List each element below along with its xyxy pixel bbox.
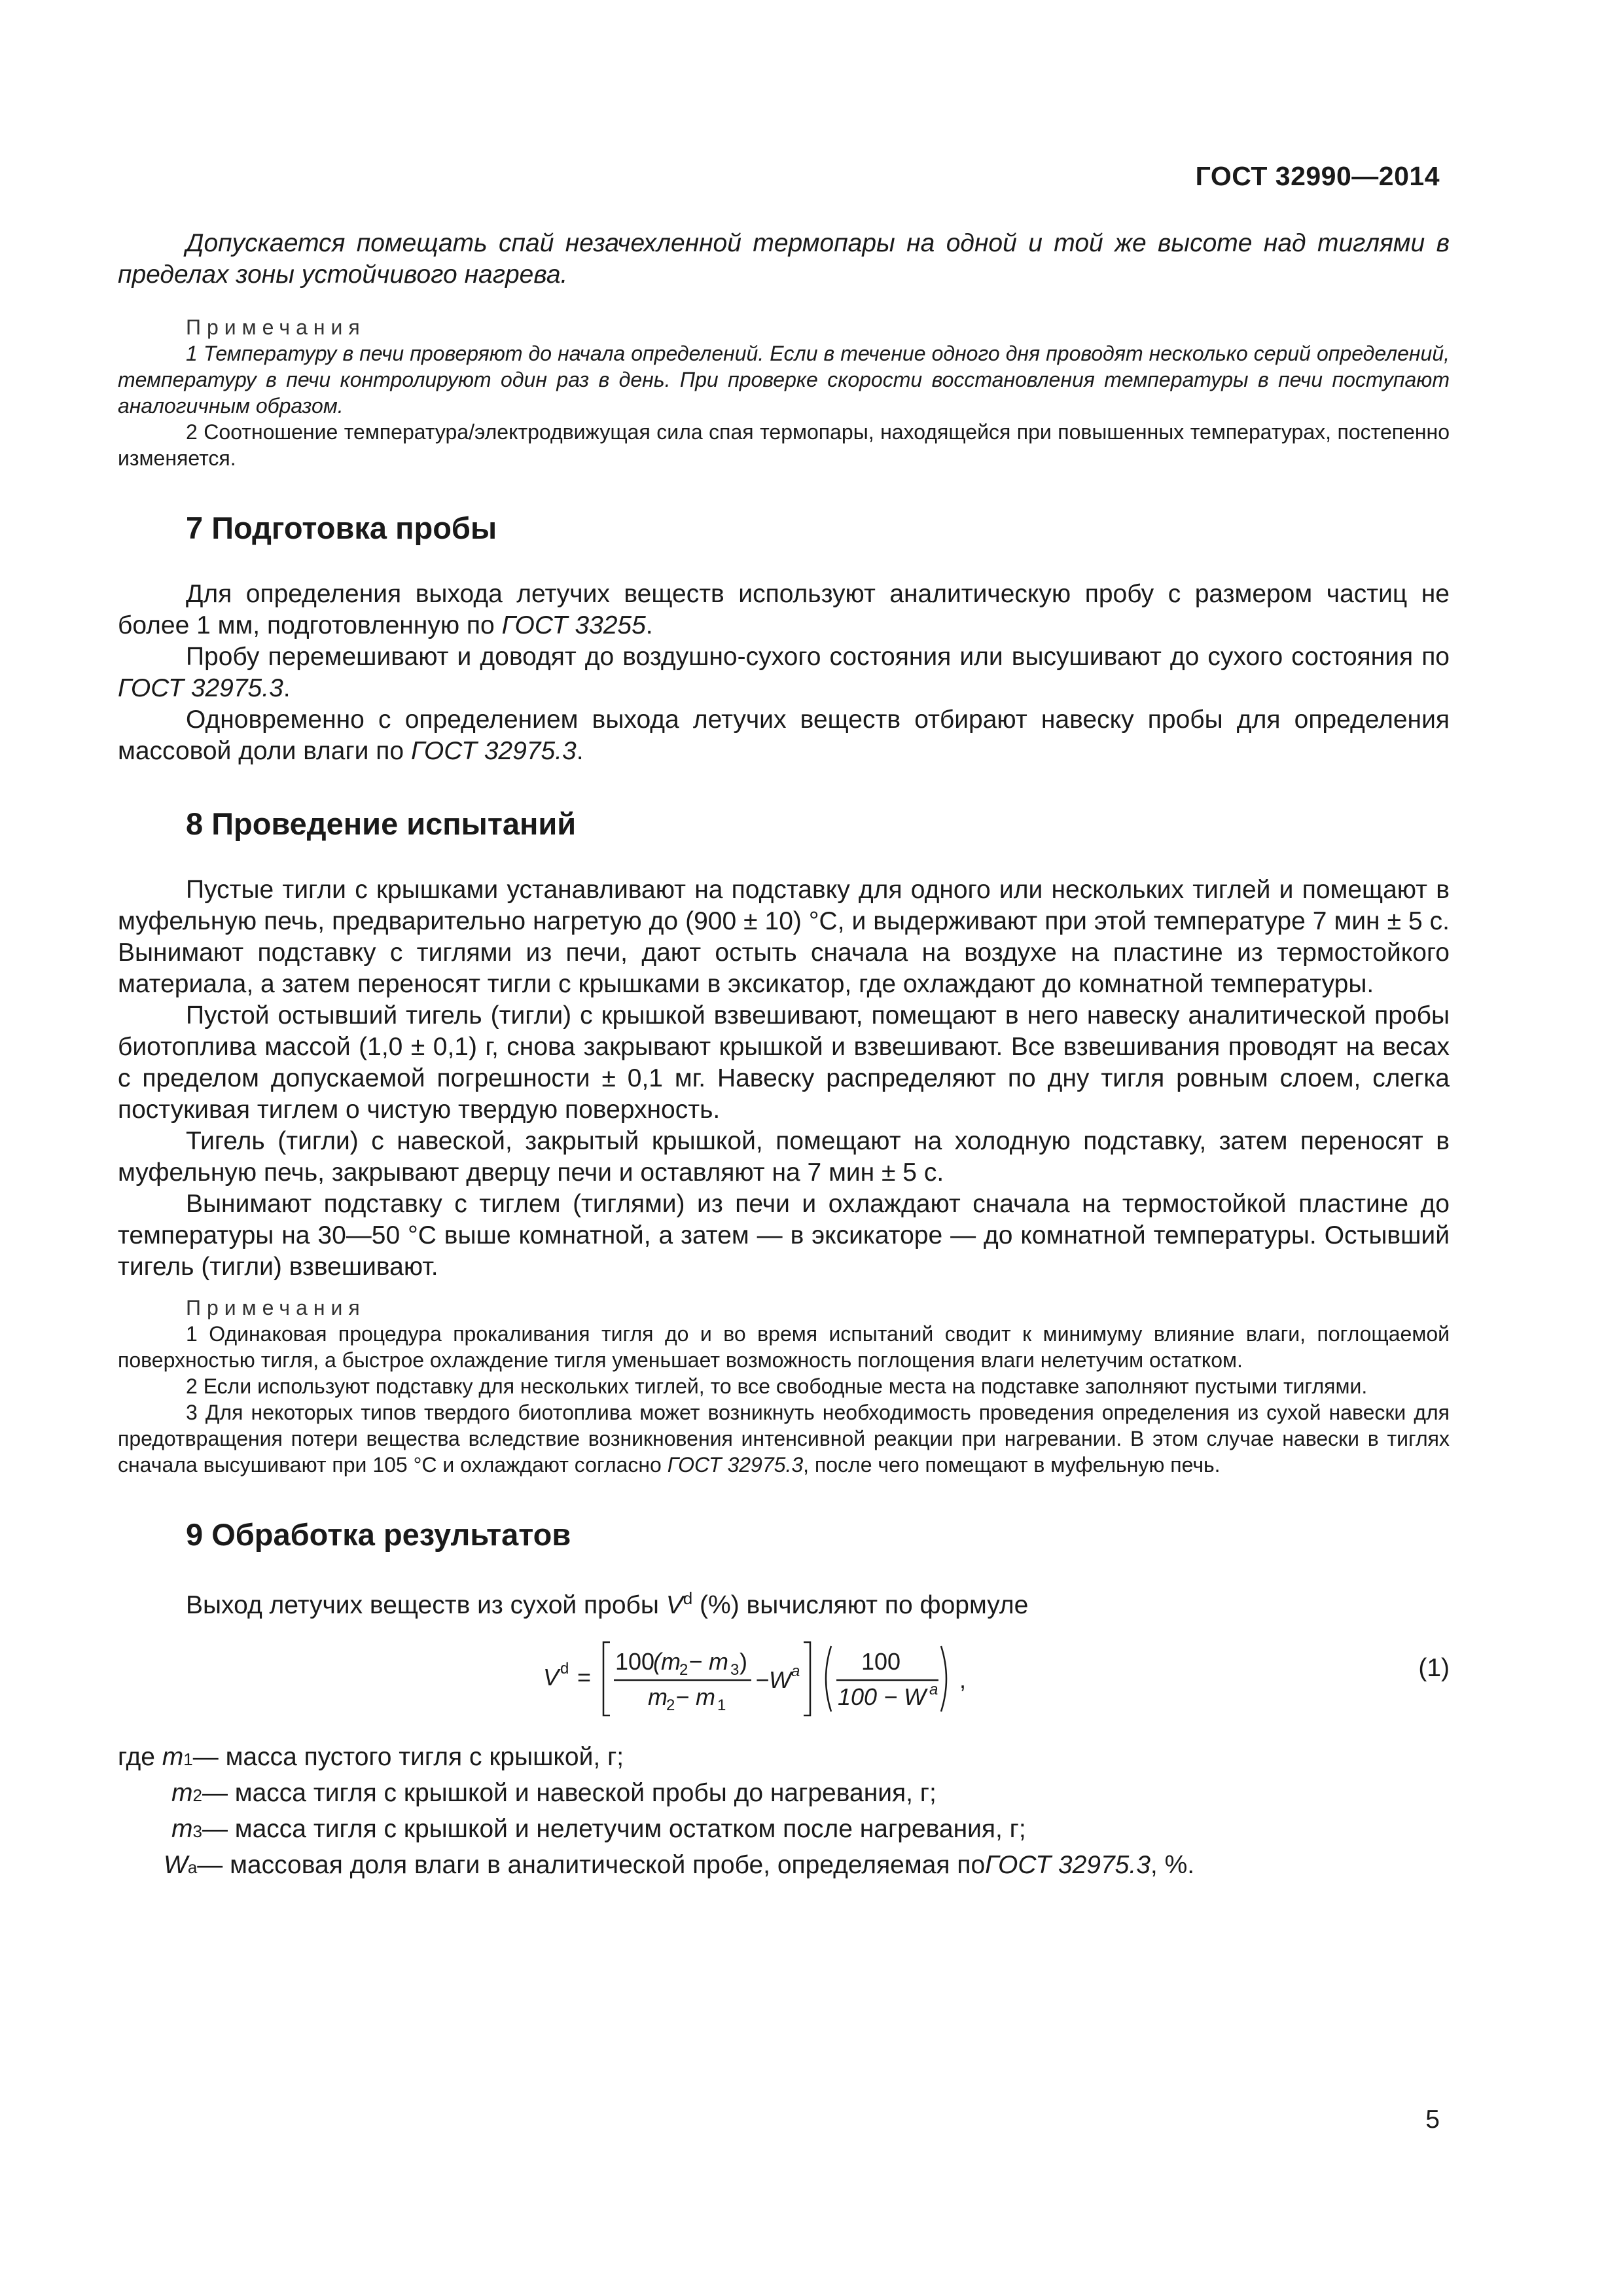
left-bracket [603,1642,610,1715]
section-8-title: 8 Проведение испытаний [186,806,577,841]
section-8-paragraph-3: Тигель (тигли) с навеской, закрытый крышкой, помещают на холодную подставку, затем переносят в муфельную печь, закрывают дверцу печи и оставляют на 7 мин ± 5 с. [118,1127,1450,1187]
formula-frac2-num: 100 [861,1648,901,1675]
formula-frac1-num-a: (m [653,1648,681,1675]
section-9-intro: Выход летучих веществ из сухой пробы $V^d$ (%) вычисляют по формуле [186,1588,1029,1619]
formula-block [118,1630,1450,1729]
definition-m3: m 3 — масса тигля с крышкой и нелетучим остатком после нагревания, г; [171,1815,1026,1843]
document-id-header: ГОСТ 32990—2014 [1195,161,1440,191]
right-paren [941,1646,946,1712]
page-content [118,228,1450,1884]
formula-number: (1) [1418,1654,1450,1682]
section-7-title: 7 Подготовка пробы [186,511,497,545]
definition-m2: m 2 — масса тигля с крышкой и навеской пробы до нагревания, г; [171,1779,936,1807]
standard-reference: ГОСТ 32975.3 [985,1851,1150,1879]
formula-frac1-num-c: ) [740,1648,747,1675]
formula-lhs-sup: d [560,1660,569,1677]
section-8-paragraph-1: Пустые тигли с крышками устанавливают на подставку для одного или нескольких тиглей и помещают в муфельную печь, предварительно нагретую до (900 ± 10) °С, и выдерживают при этой температуре 7 мин ± 5 с. Вынимают подставку с тиглями из печи, дают остыть сначала на воздухе на пластине из термостойкого материала, а затем переносят тигли с крышками в эксикатор, где охлаждают до комнатной температуры. [118,876,1450,998]
volatile-yield-symbol: V [666,1591,683,1619]
page-number: 5 [1425,2106,1440,2134]
formula-frac1-den-sub2: 2 [666,1696,675,1714]
formula-1 [543,1630,1132,1729]
formula-frac2-den: 100 − W [838,1683,927,1710]
formula-lhs: V [543,1664,560,1691]
standard-reference: ГОСТ 33255 [501,611,646,639]
section-8-note-3: 3 Для некоторых типов твердого биотоплива может возникнуть необходимость проведения определения из сухой навески для предотвращения потери вещества вследствие возникновения интенсивной реакции при нагревании. В этом случае навески в тиглях сначала высушивают при 105 °С и охлаждают согласно ГОСТ 32975.3, после чего помещают в муфельную печь. [118,1401,1450,1477]
formula-frac1-den-sub1: 1 [717,1696,726,1714]
definition-wa: W a — массовая доля влаги в аналитической пробе, определяемая по ГОСТ 32975.3 , %. [118,1848,1450,1884]
variable-definitions [118,1740,1450,1884]
intro-note-2: 2 Соотношение температура/электродвижущая сила спая термопары, находящейся при повышенных температурах, постепенно изменяется. [118,420,1450,470]
right-bracket [804,1642,810,1715]
section-8-note-1: 1 Одинаковая процедура прокаливания тигля до и во время испытаний сводит к минимуму влияние влаги, поглощаемой поверхностью тигля, а быстрое охлаждение тигля уменьшает возможность поглощения влаги нелетучим остатком. [118,1322,1450,1372]
section-8-note-2: 2 Если используют подставку для нескольких тиглей, то все свободные места на подставке заполняют пустыми тиглями. [186,1374,1368,1398]
formula-minus-w: −W [755,1666,792,1693]
standard-reference: ГОСТ 32975.3 [118,674,283,702]
formula-frac1-num-b: − m [688,1648,729,1675]
section-7-paragraph-2: Пробу перемешивают и доводят до воздушно-сухого состояния или высушивают до сухого состояния по ГОСТ 32975.3. [118,643,1450,702]
formula-frac1-den-a: m [648,1683,668,1710]
definition-m1: где m 1 — масса пустого тигля с крышкой, г; [118,1743,624,1771]
intro-note-1: 1 Температуру в печи проверяют до начала определений. Если в течение одного дня проводят несколько серий определений, температуру в печи контролируют один раз в день. При проверке скорости восстановления температуры в печи поступают аналогичным образом. [118,342,1450,418]
intro-paragraph: Допускается помещать спай незачехленной термопары на одной и той же высоте над тиглями в пределах зоны устойчивого нагрева. [118,229,1450,289]
formula-frac1-num-const: 100 [615,1648,655,1675]
formula-frac1-num-sub2: 2 [679,1661,688,1679]
formula-frac1-num-sub3: 3 [730,1661,740,1679]
section-8-paragraph-2: Пустой остывший тигель (тигли) с крышкой взвешивают, помещают в него навеску аналитической пробы биотоплива массой (1,0 ± 0,1) г, снова закрывают крышкой и взвешивают. Все взвешивания проводят на весах с пределом допускаемой погрешности ± 0,1 мг. Навеску распределяют по дну тигля ровным слоем, слегка постукивая тиглем о чистую твердую поверхность. [118,1001,1450,1124]
standard-reference: ГОСТ 32975.3 [667,1453,804,1477]
notes-title: Примечания [186,1296,366,1319]
standard-reference: ГОСТ 32975.3 [410,737,577,765]
formula-frac2-den-sup: a [929,1681,938,1698]
section-9-title: 9 Обработка результатов [186,1517,571,1552]
section-8-paragraph-4: Вынимают подставку с тиглем (тиглями) из печи и охлаждают сначала на термостойкой пластине до температуры на 30—50 °С выше комнатной, а затем — в эксикаторе — до комнатной температуры. Остывший тигель (тигли) взвешивают. [118,1190,1450,1281]
section-7-paragraph-3: Одновременно с определением выхода летучих веществ отбирают навеску пробы для определения массовой доли влаги по ГОСТ 32975.3. [118,706,1450,765]
left-paren [826,1646,831,1712]
formula-comma: , [959,1666,967,1693]
formula-w-sup: a [791,1662,800,1680]
section-7-paragraph-1: Для определения выхода летучих веществ используют аналитическую пробу с размером частиц не более 1 мм, подготовленную по ГОСТ 33255. [118,580,1450,639]
formula-frac1-den-b: − m [675,1683,716,1710]
formula-equals: = [577,1664,592,1691]
notes-title: Примечания [186,315,366,339]
